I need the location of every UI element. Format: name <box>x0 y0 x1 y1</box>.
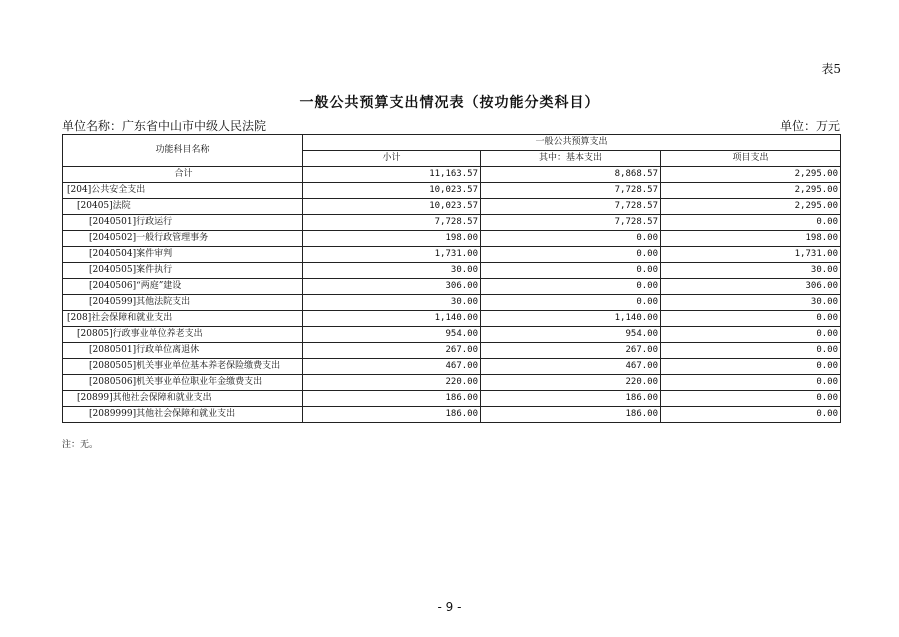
table-row <box>63 295 841 311</box>
table-row <box>63 231 841 247</box>
row-basic-value: 220.00 <box>481 375 661 391</box>
row-subject-name: [2080506]机关事业单位职业年金缴费支出 <box>63 375 303 391</box>
row-basic-value: 186.00 <box>481 407 661 423</box>
page-title: 一般公共预算支出情况表（按功能分类科目） <box>299 95 600 111</box>
row-subtotal-value: 1,140.00 <box>303 311 481 327</box>
table-row <box>63 263 841 279</box>
budget-table-body <box>63 167 841 423</box>
table-row <box>63 407 841 423</box>
row-subtotal-value: 198.00 <box>303 231 481 247</box>
row-basic-value: 7,728.57 <box>481 215 661 231</box>
row-subtotal-value: 267.00 <box>303 343 481 359</box>
row-subtotal-value: 306.00 <box>303 279 481 295</box>
row-subject-name: [20405]法院 <box>63 199 303 215</box>
table-row <box>63 311 841 327</box>
row-subject-name: [2040506]“两庭”建设 <box>63 279 303 295</box>
row-subtotal-value: 186.00 <box>303 391 481 407</box>
row-project-value: 0.00 <box>661 375 841 391</box>
table-row <box>63 279 841 295</box>
row-subtotal-value: 954.00 <box>303 327 481 343</box>
row-basic-value: 267.00 <box>481 343 661 359</box>
row-subject-name: [2089999]其他社会保障和就业支出 <box>63 407 303 423</box>
row-basic-value: 0.00 <box>481 263 661 279</box>
row-basic-value: 0.00 <box>481 231 661 247</box>
row-project-value: 1,731.00 <box>661 247 841 263</box>
table-row <box>63 375 841 391</box>
row-subtotal-value: 10,023.57 <box>303 183 481 199</box>
row-project-value: 0.00 <box>661 391 841 407</box>
row-subject-name: [2040501]行政运行 <box>63 215 303 231</box>
row-subject-name: [204]公共安全支出 <box>63 183 303 199</box>
table-row <box>63 359 841 375</box>
row-project-value: 198.00 <box>661 231 841 247</box>
row-project-value: 2,295.00 <box>661 183 841 199</box>
header-general-budget: 一般公共预算支出 <box>303 135 841 151</box>
row-subject-name: [2080501]行政单位离退休 <box>63 343 303 359</box>
row-subtotal-value: 467.00 <box>303 359 481 375</box>
row-project-value: 2,295.00 <box>661 167 841 183</box>
row-project-value: 0.00 <box>661 407 841 423</box>
page-number: - 9 - <box>437 600 462 614</box>
currency-unit <box>780 117 840 134</box>
row-subject-name: [2040505]案件执行 <box>63 263 303 279</box>
row-basic-value: 0.00 <box>481 279 661 295</box>
row-basic-value: 7,728.57 <box>481 183 661 199</box>
table-total-row <box>63 167 841 183</box>
row-project-value: 0.00 <box>661 359 841 375</box>
row-basic-value: 954.00 <box>481 327 661 343</box>
row-basic-value: 186.00 <box>481 391 661 407</box>
row-project-value: 0.00 <box>661 327 841 343</box>
row-subject-name: 合计 <box>63 167 303 183</box>
row-subject-name: [20899]其他社会保障和就业支出 <box>63 391 303 407</box>
row-subtotal-value: 220.00 <box>303 375 481 391</box>
row-project-value: 30.00 <box>661 263 841 279</box>
budget-table <box>62 134 841 423</box>
row-subtotal-value: 10,023.57 <box>303 199 481 215</box>
row-subject-name: [2040599]其他法院支出 <box>63 295 303 311</box>
row-subtotal-value: 11,163.57 <box>303 167 481 183</box>
table-row <box>63 215 841 231</box>
row-basic-value: 0.00 <box>481 295 661 311</box>
unit-info-row <box>62 117 840 134</box>
header-subtotal: 小计 <box>303 151 481 167</box>
table-note: 注：无。 <box>62 440 99 450</box>
unit-name-label: 单位名称： <box>62 119 123 133</box>
row-subtotal-value: 1,731.00 <box>303 247 481 263</box>
table-row <box>63 327 841 343</box>
header-project-expenditure: 项目支出 <box>661 151 841 167</box>
row-subtotal-value: 186.00 <box>303 407 481 423</box>
row-project-value: 0.00 <box>661 343 841 359</box>
row-project-value: 0.00 <box>661 215 841 231</box>
header-subject-name: 功能科目名称 <box>63 135 303 167</box>
row-subject-name: [2040504]案件审判 <box>63 247 303 263</box>
table-row <box>63 391 841 407</box>
row-project-value: 0.00 <box>661 311 841 327</box>
row-basic-value: 467.00 <box>481 359 661 375</box>
row-project-value: 2,295.00 <box>661 199 841 215</box>
row-basic-value: 0.00 <box>481 247 661 263</box>
row-basic-value: 7,728.57 <box>481 199 661 215</box>
row-basic-value: 1,140.00 <box>481 311 661 327</box>
currency-unit-label: 单位： <box>779 119 816 133</box>
row-subtotal-value: 30.00 <box>303 263 481 279</box>
row-basic-value: 8,868.57 <box>481 167 661 183</box>
unit-name-value: 广东省中山市中级人民法院 <box>122 119 267 133</box>
currency-unit-value: 万元 <box>815 119 840 133</box>
row-project-value: 30.00 <box>661 295 841 311</box>
table-row <box>63 183 841 199</box>
row-subtotal-value: 7,728.57 <box>303 215 481 231</box>
budget-table-header <box>63 135 841 167</box>
table-row <box>63 247 841 263</box>
row-subject-name: [2040502]一般行政管理事务 <box>63 231 303 247</box>
row-subject-name: [20805]行政事业单位养老支出 <box>63 327 303 343</box>
table-number-label: 表5 <box>821 62 841 76</box>
row-subject-name: [208]社会保障和就业支出 <box>63 311 303 327</box>
row-subtotal-value: 30.00 <box>303 295 481 311</box>
table-row <box>63 199 841 215</box>
header-basic-expenditure: 其中：基本支出 <box>481 151 661 167</box>
unit-name <box>62 117 266 134</box>
table-row <box>63 343 841 359</box>
row-project-value: 306.00 <box>661 279 841 295</box>
row-subject-name: [2080505]机关事业单位基本养老保险缴费支出 <box>63 359 303 375</box>
